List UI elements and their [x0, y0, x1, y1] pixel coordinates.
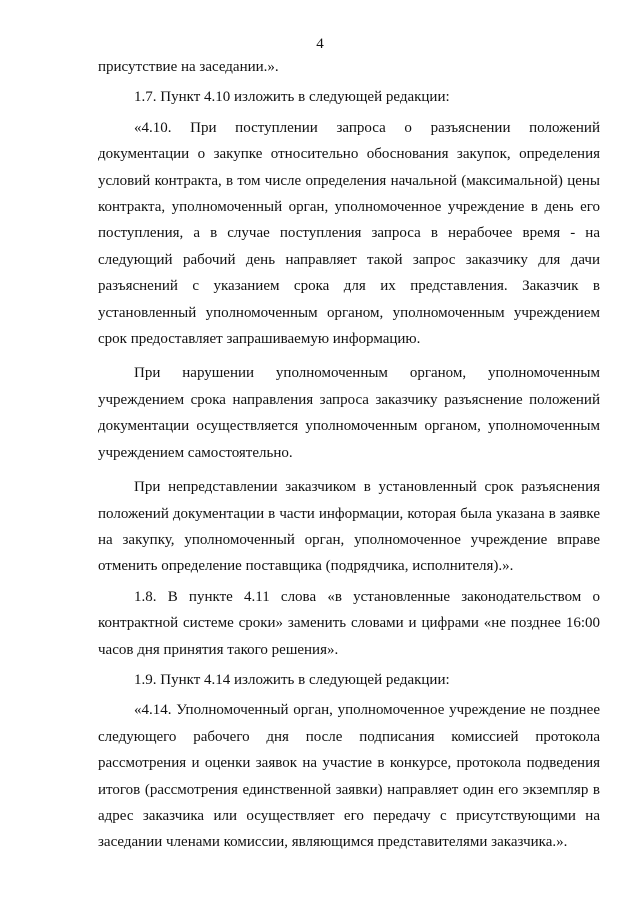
paragraph-4-10: «4.10. При поступлении запроса о разъяснении положений документации о закупке относительно обоснования закупок, определения условий контракта, в том числе определения начальной (максимальной) цены контракта, уполномоченный орган, уполномоченное учреждение в день его поступления, а в случае поступления запроса в нерабочее время - на следующий рабочий день направляет такой запрос заказчику для дачи разъяснений с указанием срока для их представления. Заказчик в установленный уполномоченным органом, уполномоченным учреждением срок предоставляет запрашиваемую информацию. [98, 119, 600, 348]
paragraph-1-7: 1.7. Пункт 4.10 изложить в следующей редакции: [134, 89, 450, 106]
paragraph-continuation: присутствие на заседании.». [98, 59, 279, 75]
paragraph-violation: При нарушении уполномоченным органом, уполномоченным учреждением срока направления запроса заказчику разъяснение положений документации осуществляется уполномоченным органом, уполномоченным учреждением самостоятельно. [98, 365, 600, 461]
paragraph-1-9: 1.9. Пункт 4.14 изложить в следующей редакции: [134, 671, 450, 688]
paragraph-4-14: «4.14. Уполномоченный орган, уполномоченное учреждение не позднее следующего рабочего дня после подписания комиссией протокола рассмотрения и оценки заявок на участие в конкурсе, протокола подведения итогов (рассмотрения единственной заявки) направляет один его экземпляр в адрес заказчика или осуществляет его передачу с присутствующими на заседании членами комиссии, являющимся представителями заказчика.». [98, 702, 600, 851]
document-body [98, 54, 600, 856]
paragraph-non-submission: При непредставлении заказчиком в установленный срок разъяснения положений документации в части информации, которая была указана в заявке на закупку, уполномоченный орган, уполномоченное учреждение вправе отменить определение поставщика (подрядчика, исполнителя).». [98, 479, 600, 575]
paragraph-1-8: 1.8. В пункте 4.11 слова «в установленные законодательством о контрактной системе сроки» заменить словами и цифрами «не позднее 16:00 часов дня принятия такого решения». [98, 588, 600, 658]
page-number: 4 [316, 36, 324, 52]
